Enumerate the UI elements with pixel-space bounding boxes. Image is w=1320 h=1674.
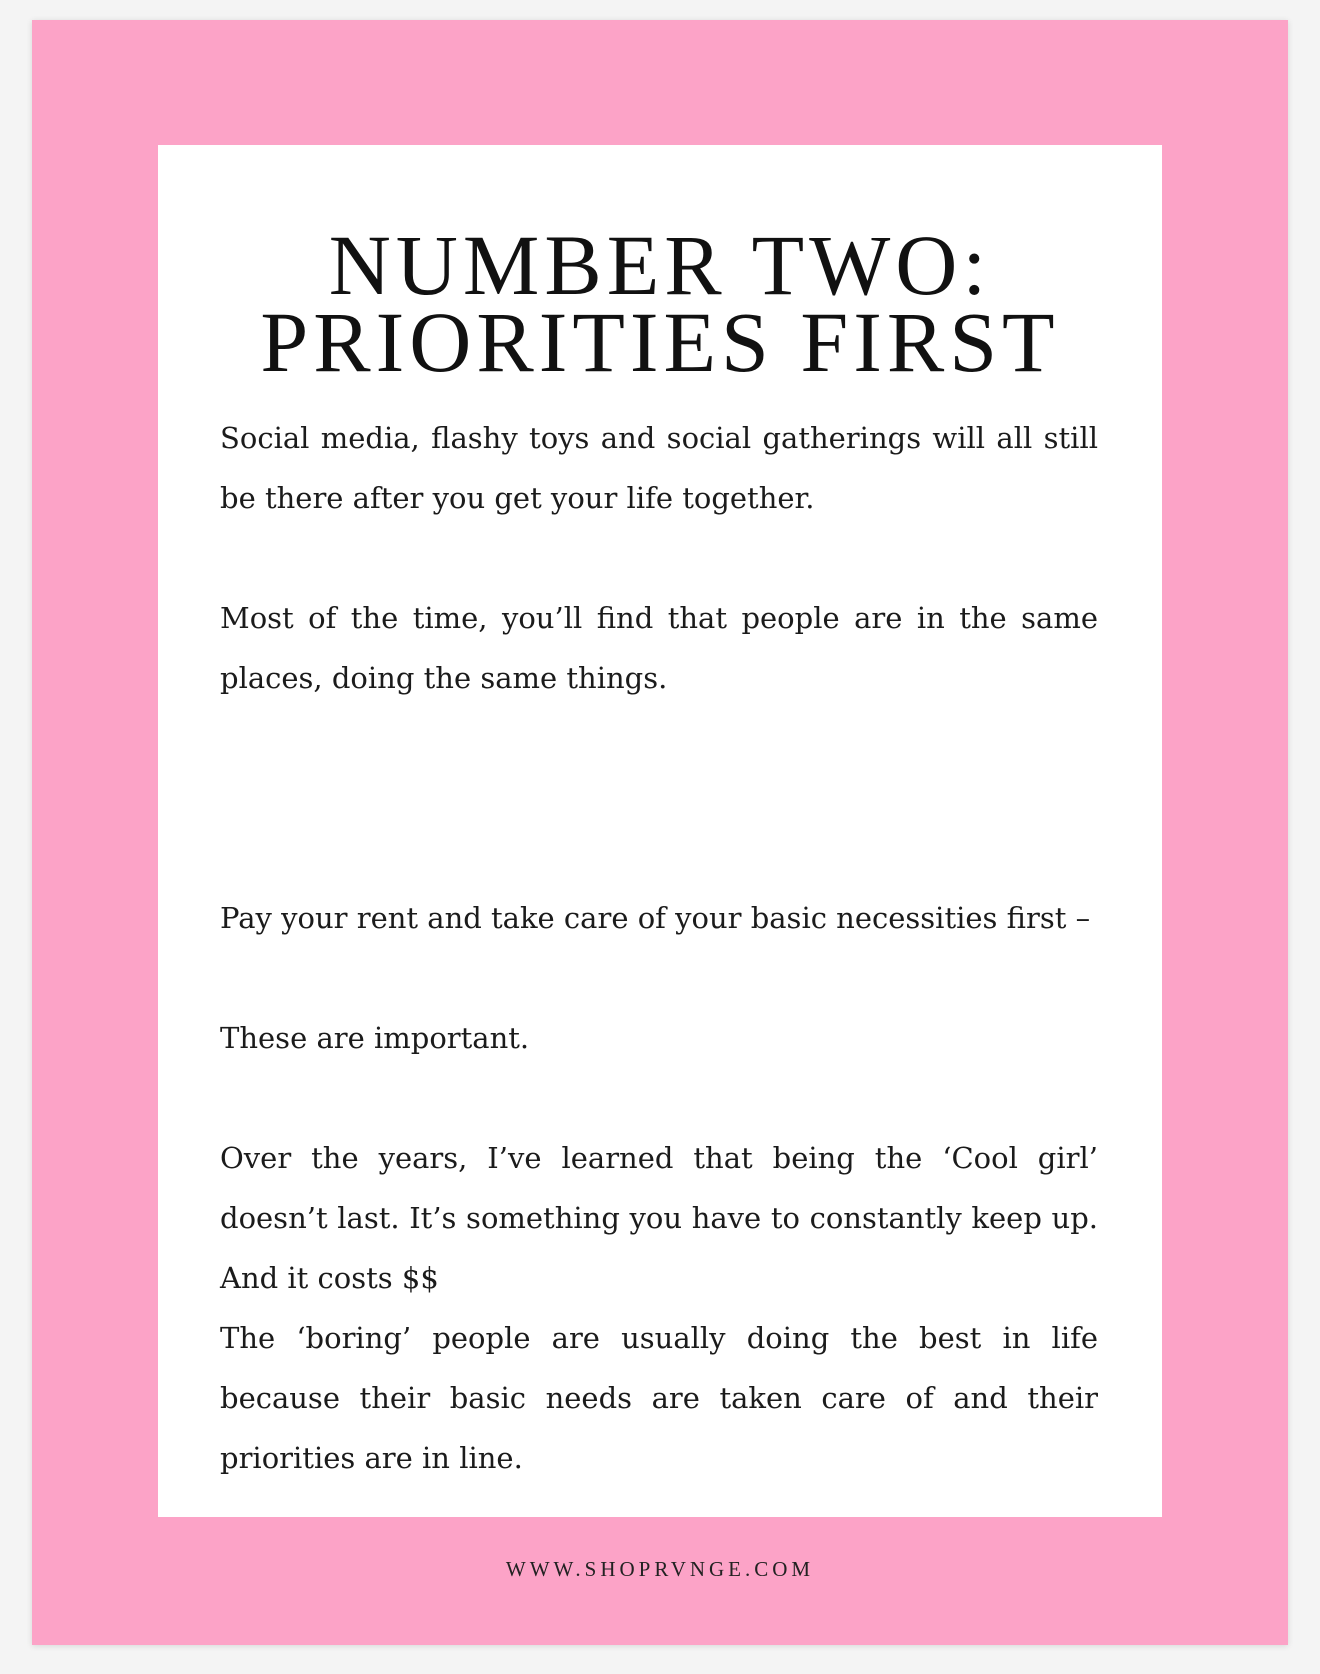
body-text (220, 408, 1098, 1488)
title-line-2: PRIORITIES FIRST (260, 294, 1060, 390)
paragraph-important: These are important. (220, 1021, 530, 1055)
paragraph-same-places: Most of the time, you’ll find that people are in the same places, doing the same things. (220, 601, 1098, 695)
paragraph-pay-rent: Pay your rent and take care of your basic necessities first – (220, 901, 1091, 935)
paragraph-gap (220, 948, 1098, 1008)
content-card (158, 145, 1162, 1517)
title-line-1: NUMBER TWO: (328, 217, 992, 313)
page-title (158, 217, 1162, 390)
paragraph-social-media: Social media, flashy toys and social gatherings will all still be there after you get your life together. (220, 421, 1098, 515)
paragraph-gap (220, 1068, 1098, 1128)
footer-url: WWW.SHOPRVNGE.COM (505, 1557, 815, 1581)
pink-border-page (32, 20, 1288, 1645)
paragraph-gap (220, 528, 1098, 588)
section-gap (220, 708, 1098, 888)
paragraph-cool-girl: Over the years, I’ve learned that being the ‘Cool girl’ doesn’t last. It’s something you have to constantly keep up. And it costs $$ (220, 1141, 1098, 1295)
paragraph-boring-people: The ‘boring’ people are usually doing the best in life because their basic needs are taken care of and their priorities are in line. (220, 1321, 1098, 1475)
